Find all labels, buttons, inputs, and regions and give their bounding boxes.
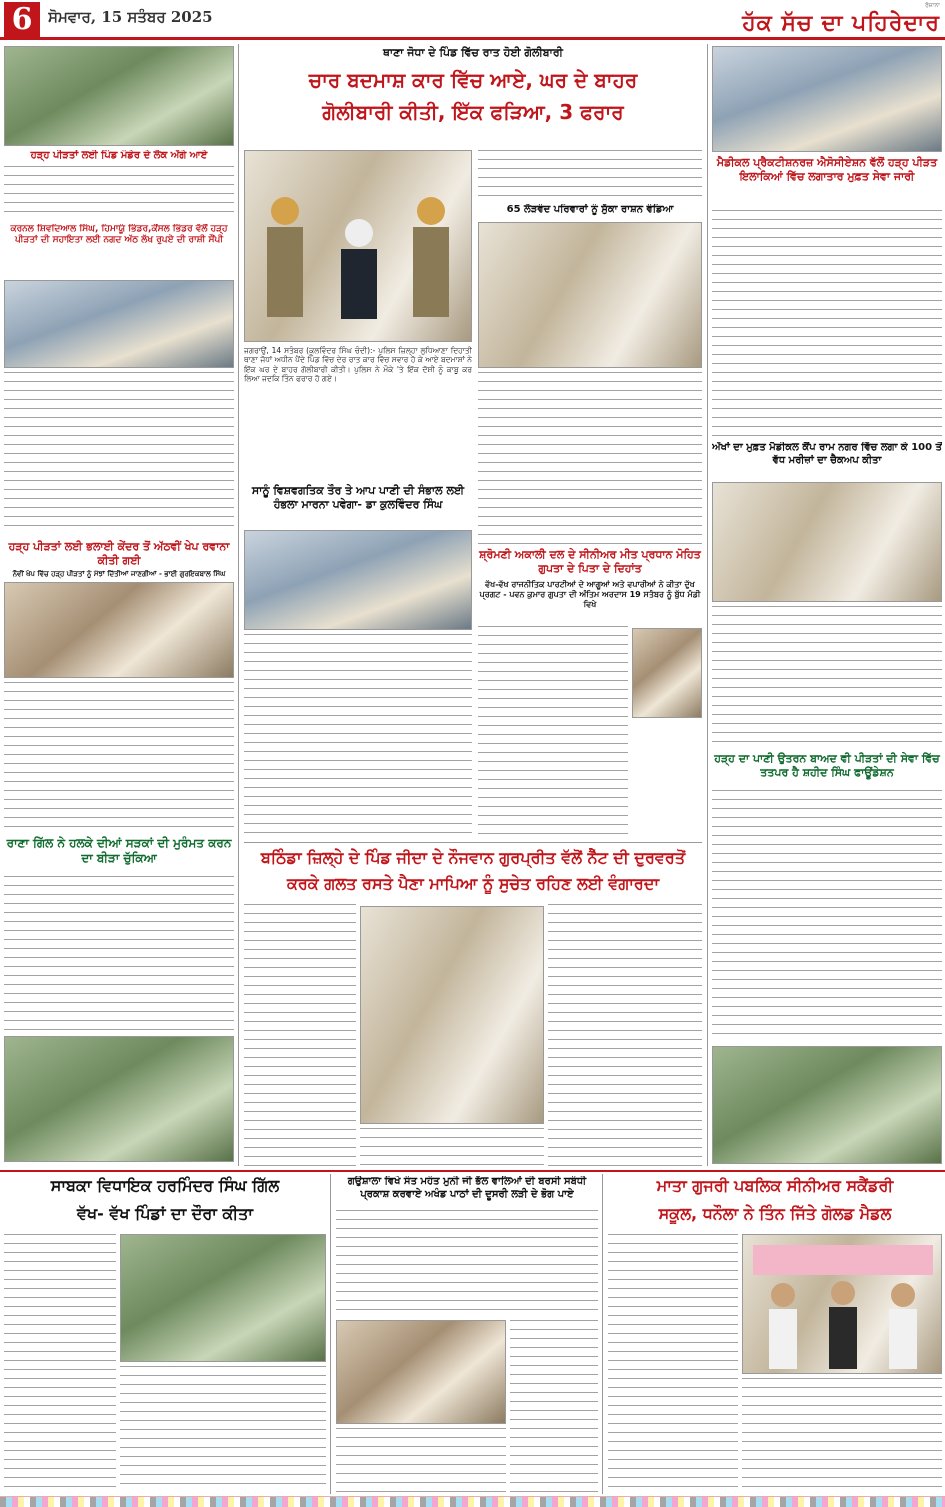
foundation-headline: ਹੜ੍ਹ ਦਾ ਪਾਣੀ ਉਤਰਨ ਬਾਅਦ ਵੀ ਪੀੜਤਾਂ ਦੀ ਸੇਵਾ ਵਿੱਚ ਤਤਪਰ ਹੈ ਸ਼ਹੀਦ ਸਿੰਘ ਫਾਊਂਡੇਸ਼ਨ [714, 752, 940, 779]
divider-bottom-row [0, 1170, 945, 1172]
water-headline: ਸਾਨੂੰ ਵਿਸ਼ਵਗਤਿਕ ਤੌਰ ਤੇ ਆਪ ਪਾਣੀ ਦੀ ਸੰਭਾਲ ਲਈ ਹੰਭਲਾ ਮਾਰਨਾ ਪਵੇਗਾ- ਡਾ ਕੁਲਵਿੰਦਰ ਸਿੰਘ [251, 484, 465, 511]
bathinda-body-3 [548, 904, 702, 1166]
foundation-photo [712, 1046, 942, 1164]
story-body-rana-gill [4, 876, 234, 1032]
story-headline-bhinder: ਕਰਨਲ ਸ਼ਿਵਦਿਆਲ ਸਿੰਘ, ਹਿਮਾਯੂੰ ਭਿੰਡਰ,ਕੌਂਸਲ ਭਿੰਡਰ ਵੱਲੋਂ ਹੜ੍ਹ ਪੀੜਤਾਂ ਦੀ ਸਹਾਇਤਾ ਲਈ ਨਗਦ ਅੱਠ ਲੱਖ ਰੁਪਏ ਦੀ ਰਾਸ਼ੀ ਸੌਂਪੀ [10, 224, 228, 246]
gill-photo [120, 1234, 326, 1362]
top-story-headline-2: ਗੋਲੀਬਾਰੀ ਕੀਤੀ, ਇੱਕ ਫੜਿਆ, 3 ਫਰਾਰ [322, 100, 624, 124]
page-number: 6 [4, 2, 40, 38]
gill-headline-1: ਸਾਬਕਾ ਵਿਧਾਇਕ ਹਰਮਿੰਦਰ ਸਿੰਘ ਗਿੱਲ [50, 1176, 280, 1195]
column-divider-right [707, 44, 708, 1166]
ration-photo [478, 222, 702, 368]
gill-headline-2: ਵੱਖ- ਵੱਖ ਪਿੰਡਾਂ ਦਾ ਦੌਰਾ ਕੀਤਾ [76, 1204, 253, 1223]
bathinda-body-2 [360, 1128, 544, 1168]
school-body-1 [608, 1234, 738, 1492]
story-subhead-relief: ਨੌਵੀਂ ਖੇਪ ਵਿੱਚ ਹੜ੍ਹ ਪੀੜਤਾਂ ਨੂੰ ਮੱਝਾਂ ਦਿੱਤੀਆਂ ਜਾਣਗੀਆਂ - ਭਾਈ ਗੁਰਇਕਬਾਲ ਸਿੰਘ [12, 570, 226, 578]
akali-body [478, 626, 628, 836]
bathinda-photo [360, 906, 544, 1124]
top-story-body-cont [478, 150, 702, 198]
masthead [660, 2, 940, 38]
story-photo-rana-gill [4, 1036, 234, 1162]
eye-camp-photo [712, 482, 942, 602]
story-body-bhinder [4, 372, 234, 532]
akali-headline: ਸ਼੍ਰੋਮਣੀ ਅਕਾਲੀ ਦਲ ਦੇ ਸੀਨੀਅਰ ਮੀਤ ਪ੍ਰਧਾਨ ਮੋਹਿਤ ਗੁਪਤਾ ਦੇ ਪਿਤਾ ਦੇ ਦਿਹਾਂਤ [479, 548, 701, 575]
school-headline-1: ਮਾਤਾ ਗੁਜਰੀ ਪਬਲਿਕ ਸੀਨੀਅਰ ਸਕੈਂਡਰੀ [656, 1176, 894, 1195]
bathinda-headline-2: ਕਰਕੇ ਗਲਤ ਰਸਤੇ ਪੈਣਾ ਮਾਪਿਆ ਨੂੰ ਸੁਚੇਤ ਰਹਿਣ ਲਈ ਵੰਗਾਰਦਾ [286, 874, 660, 893]
barsi-headline: ਗਉਸ਼ਾਲਾ ਵਿਖੇ ਸੰਤ ਮਹੰਤ ਮੁਨੀ ਜੀ ਭੱਲ ਵਾਲਿਆਂ ਦੀ ਬਰਸੀ ਸਬੰਧੀ ਪ੍ਰਕਾਸ਼ ਕਰਵਾਏ ਅਖੰਡ ਪਾਠਾਂ ਦੀ ਦੂਸਰੀ ਲੜੀ ਦੇ ਭੋਗ ਪਾਏ [347, 1176, 587, 1200]
story-photo-mander [4, 46, 234, 146]
medical-body [712, 210, 942, 436]
medal-students-icon [743, 1235, 942, 1374]
eye-camp-headline: ਅੱਖਾਂ ਦਾ ਮੁਫ਼ਤ ਮੈਡੀਕਲ ਕੈਂਪ ਰਾਮ ਨਗਰ ਵਿੱਚ ਲਗਾ ਕੇ 100 ਤੋਂ ਵੱਧ ਮਰੀਜ਼ਾਂ ਦਾ ਚੈਕਅਪ ਕੀਤਾ [712, 442, 942, 466]
gill-body-2 [120, 1366, 326, 1492]
column-divider-bottom-2 [602, 1174, 603, 1494]
top-story-body: ਜਗਰਾਉਂ, 14 ਸਤੰਬਰ (ਕੁਲਵਿੰਦਰ ਸਿੰਘ ਚੰਦੀ):- ਪੁਲਿਸ ਜ਼ਿਲ੍ਹਾ ਲੁਧਿਆਣਾ ਦਿਹਾਤੀ ਥਾਣਾ ਜੋਧਾਂ ਅਧੀਨ ਪੈਂਦੇ ਪਿੰਡ ਵਿੱਚ ਦੇਰ ਰਾਤ ਕਾਰ ਵਿੱਚ ਸਵਾਰ ਹੋ ਕੇ ਆਏ ਬਦਮਾਸ਼ਾਂ ਨੇ ਇੱਕ ਘਰ ਦੇ ਬਾਹਰ ਗੋਲੀਬਾਰੀ ਕੀਤੀ। ਪੁਲਿਸ ਨੇ ਮੌਕੇ 'ਤੇ ਇੱਕ ਦੋਸ਼ੀ ਨੂੰ ਕਾਬੂ ਕਰ ਲਿਆ ਜਦਕਿ ਤਿੰਨ ਫਰਾਰ ਹੋ ਗਏ। [244, 346, 472, 384]
story-headline-relief: ਹੜ੍ਹ ਪੀੜਤਾਂ ਲਈ ਭਲਾਈ ਕੇਂਦਰ ਤੋਂ ਅੱਠਵੀਂ ਖੇਪ ਰਵਾਨਾ ਕੀਤੀ ਗਈ [8, 540, 230, 567]
masthead-title: ਹੱਕ ਸੱਚ ਦਾ ਪਹਿਰੇਦਾਰ [742, 10, 940, 36]
column-divider-left [238, 44, 239, 1166]
issue-date: ਸੋਮਵਾਰ, 15 ਸਤੰਬਰ 2025 [48, 8, 213, 26]
water-photo [244, 530, 472, 630]
bathinda-body-1 [244, 904, 356, 1166]
barsi-photo [336, 1320, 506, 1424]
story-photo-relief [4, 582, 234, 678]
divider-bathinda [244, 842, 702, 843]
story-photo-bhinder [4, 280, 234, 368]
barsi-body-2 [510, 1320, 598, 1492]
ration-body [478, 372, 702, 544]
medical-headline: ਮੈਡੀਕਲ ਪ੍ਰੈਕਟੀਸ਼ਨਰਜ਼ ਐਸੋਸੀਏਸ਼ਨ ਵੱਲੋਂ ਹੜ੍ਹ ਪੀੜਤ ਇਲਾਕਿਆਂ ਵਿੱਚ ਲਗਾਤਾਰ ਮੁਫ਼ਤ ਸੇਵਾ ਜਾਰੀ [716, 156, 938, 183]
story-body-relief [4, 682, 234, 830]
gill-body-1 [4, 1234, 116, 1492]
water-body [244, 634, 472, 834]
story-body-mander [4, 166, 234, 220]
akali-subhead: ਵੱਖ-ਵੱਖ ਰਾਜਨੀਤਿਕ ਪਾਰਟੀਆਂ ਦੇ ਆਗੂਆਂ ਅਤੇ ਵਪਾਰੀਆਂ ਨੇ ਕੀਤਾ ਦੁੱਖ ਪ੍ਰਗਟ - ਪਵਨ ਕੁਮਾਰ ਗੁਪਤਾ ਦੀ ਅੰਤਿਮ ਅਰਦਾਸ 19 ਸਤੰਬਰ ਨੂੰ ਬੁੱਧ ਮੰਡੀ ਵਿਖੇ [479, 580, 701, 609]
top-story-kicker: ਥਾਣਾ ਜੋਧਾ ਦੇ ਪਿੰਡ ਵਿੱਚ ਰਾਤ ਹੋਈ ਗੋਲੀਬਾਰੀ [383, 46, 563, 59]
eye-camp-body [712, 606, 942, 746]
medical-photo [712, 46, 942, 152]
story-headline-mander: ਹੜ੍ਹ ਪੀੜਤਾਂ ਲਈ ਪਿੰਡ ਮੰਡੇਰ ਦੇ ਲੋਕ ਅੱਗੇ ਆਏ [30, 150, 208, 161]
barsi-body-3 [336, 1428, 506, 1492]
masthead-tag: ਰੋਜ਼ਾਨਾ [925, 2, 940, 9]
school-body-2 [742, 1378, 942, 1492]
top-story-photo [244, 150, 472, 342]
top-story-headline-1: ਚਾਰ ਬਦਮਾਸ਼ ਕਾਰ ਵਿੱਚ ਆਏ, ਘਰ ਦੇ ਬਾਹਰ [308, 68, 638, 92]
story-headline-rana-gill: ਰਾਣਾ ਗਿੱਲ ਨੇ ਹਲਕੇ ਦੀਆਂ ਸੜਕਾਂ ਦੀ ਮੁਰੰਮਤ ਕਰਨ ਦਾ ਬੀੜਾ ਚੁੱਕਿਆ [6, 836, 232, 865]
foundation-body [712, 790, 942, 1040]
akali-portrait [632, 628, 702, 718]
school-photo [742, 1234, 942, 1374]
print-color-bar [0, 1496, 945, 1507]
barsi-body-1 [336, 1210, 598, 1318]
ration-headline: 65 ਲੋੜਵੰਦ ਪਰਿਵਾਰਾਂ ਨੂੰ ਸੁੱਕਾ ਰਾਸ਼ਨ ਵੰਡਿਆ [506, 204, 674, 215]
police-figures-icon [245, 151, 472, 342]
school-headline-2: ਸਕੂਲ, ਧਨੌਲਾ ਨੇ ਤਿੰਨ ਜਿੱਤੇ ਗੋਲਡ ਮੈਡਲ [658, 1204, 892, 1223]
column-divider-bottom-1 [330, 1174, 331, 1494]
bathinda-headline-1: ਬਠਿੰਡਾ ਜ਼ਿਲ੍ਹੇ ਦੇ ਪਿੰਡ ਜੀਦਾ ਦੇ ਨੌਜਵਾਨ ਗੁਰਪ੍ਰੀਤ ਵੱਲੋਂ ਨੈੱਟ ਦੀ ਦੁਰਵਰਤੋਂ [260, 848, 686, 867]
